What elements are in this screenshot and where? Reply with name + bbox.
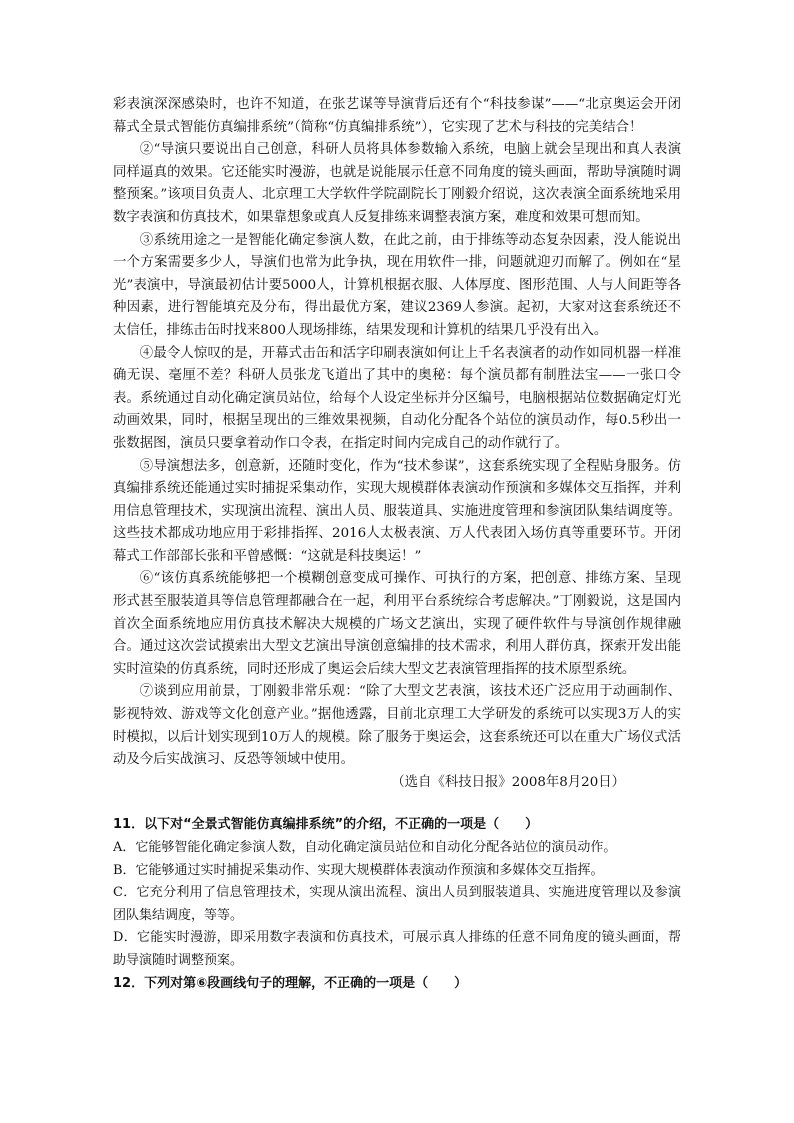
article-paragraph-7: ⑦谈到应用前景，丁刚毅非常乐观：“除了大型文艺表演，该技术还广泛应用于动画制作、影视特效、游戏等文化创意产业。”据他透露，目前北京理工大学研发的系统可以实现3万人的实时模拟，以后计划实现到10万人的规模。除了服务于奥运会，这套系统还可以在重大广场仪式活动及今后实战演习、反恐等领域中使用。 (113, 684, 681, 768)
article-paragraph-6: ⑥“该仿真系统能够把一个模糊创意变成可操作、可执行的方案，把创意、排练方案、呈现形式甚至服装道具等信息管理都融合在一起，利用平台系统综合考虑解决。”丁刚毅说，这是国内首次全面系统地应用仿真技术解决大规模的广场文艺演出，实现了硬件软件与导演创作规律融合。通过这次尝试摸索出大型文艺演出导演创意编排的技术需求，利用人群仿真，探索开发出能实时渲染的仿真系统，同时还形成了奥运会后续大型文艺表演管理指挥的技术原型系统。 (113, 571, 681, 677)
article-paragraph-2: ②“导演只要说出自己创意，科研人员将具体参数输入系统，电脑上就会呈现出和真人表演同样逼真的效果。它还能实时漫游，也就是说能展示任意不同角度的镜头画面，帮助导演随时调整预案。”该项目负责人、北京理工大学软件学院副院长丁刚毅介绍说，这次表演全面系统地采用数字表演和仿真技术，如果靠想象或真人反复排练来调整表演方案，难度和效果可想而知。 (113, 142, 681, 225)
question-11-option-b: B．它能够通过实时捕捉采集动作、实现大规模群体表演动作预演和多媒体交互指挥。 (113, 862, 604, 878)
article-paragraph-3: ③系统用途之一是智能化确定参演人数，在此之前，由于排练等动态复杂因素，没人能说出一个方案需要多少人，导演们也常为此争执，现在用软件一排，问题就迎刃而解了。例如在“星光”表演中，导演最初估计要5000人，计算机根据衣服、人体厚度、图形范围、人与人间距等各种因素，进行智能填充及分布，得出最优方案，建议2369人参演。起初，大家对这套系统还不太信任，排练击缶时找来800人现场排练，结果发现和计算机的结果几乎没有出入。 (113, 232, 681, 338)
question-11-option-c: C．它充分利用了信息管理技术，实现从演出流程、演出人员到服装道具、实施进度管理以及参演团队集结调度，等等。 (113, 885, 681, 923)
document-page (113, 94, 681, 995)
question-11-option-d: D．它能实时漫游，即采用数字表演和仿真技术，可展示真人排练的任意不同角度的镜头画面，帮助导演随时调整预案。 (113, 930, 681, 968)
article-paragraph-1: 彩表演深深感染时，也许不知道，在张艺谋等导演背后还有个“科技参谋”——“北京奥运会开闭幕式全景式智能仿真编排系统”（简称“仿真编排系统”），它实现了艺术与科技的完美结合！ (113, 97, 681, 135)
article-paragraph-5: ⑤导演想法多，创意新，还随时变化，作为“技术参谋”，这套系统实现了全程贴身服务。仿真编排系统还能通过实时捕捉采集动作，实现大规模群体表演动作预演和多媒体交互指挥，并利用信息管理技术，实现演出流程、演出人员、服装道具、实施进度管理和参演团队集结调度等。这些技术都成功地应用于彩排指挥、2016人太极表演、万人代表团入场仿真等重要环节。开闭幕式工作部部长张和平曾感慨：“这就是科技奥运！” (113, 458, 681, 564)
question-11-option-a: A．它能够智能化确定参演人数，自动化确定演员站位和自动化分配各站位的演员动作。 (113, 840, 617, 855)
question-12-stem: 12．下列对第⑥段画线句子的理解，不正确的一项是（ ） (113, 975, 468, 991)
article-paragraph-4: ④最令人惊叹的是，开幕式击缶和活字印刷表演如何让上千名表演者的动作如同机器一样准确无误、毫厘不差？科研人员张龙飞道出了其中的奥秘：每个演员都有制胜法宝——一张口令表。系统通过自动化确定演员站位，给每个人设定坐标并分区编号，电脑根据站位数据确定灯光动画效果，同时，根据呈现出的三维效果视频，自动化分配各个站位的演员动作，每0.5秒出一张数据图，演员只要拿着动作口令表，在指定时间内完成自己的动作就行了。 (113, 345, 681, 451)
article-source: （选自《科技日报》2008年8月20日） (391, 774, 625, 790)
question-11-stem: 11．以下对“全景式智能仿真编排系统”的介绍，不正确的一项是（ ） (113, 817, 539, 833)
section-gap (113, 794, 681, 814)
